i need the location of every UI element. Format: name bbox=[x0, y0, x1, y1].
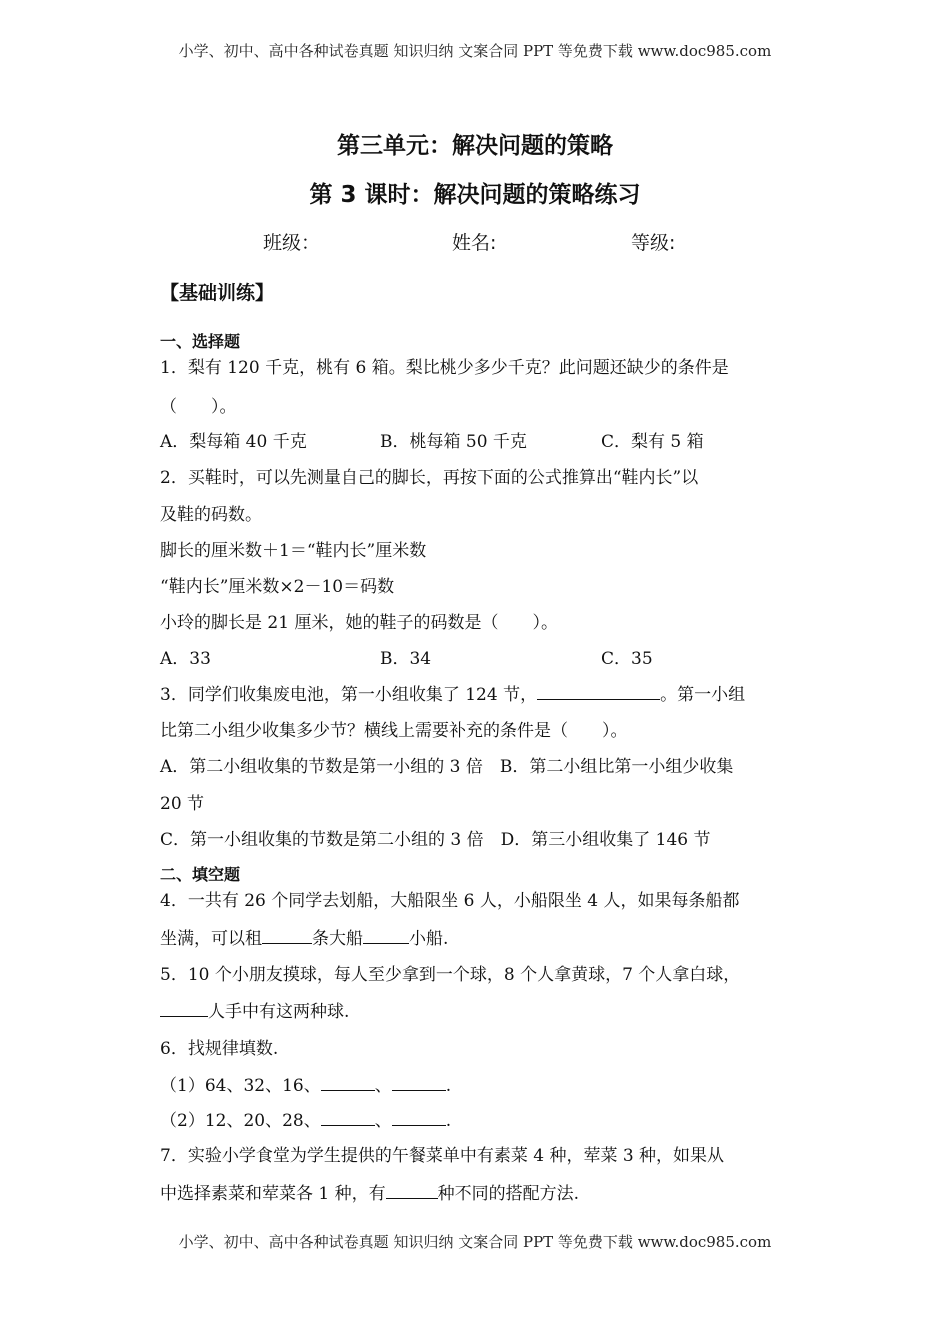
q7-line2-a: 中选择素菜和荤菜各 1 种，有 bbox=[160, 1184, 386, 1204]
q4-blank-big-boats[interactable] bbox=[262, 926, 312, 944]
page-header: 小学、初中、高中各种试卷真题 知识归纳 文案合同 PPT 等免费下载 www.doc985.com bbox=[178, 42, 772, 60]
q2-option-a: A．33 bbox=[160, 649, 211, 669]
q2-line1: 2．买鞋时，可以先测量自己的脚长，再按下面的公式推算出“鞋内长”以 bbox=[160, 468, 699, 488]
q4-line1: 4．一共有 26 个同学去划船，大船限坐 6 人，小船限坐 4 人，如果每条船都 bbox=[160, 891, 740, 911]
q6-sub2-text: （2）12、20、28、 bbox=[160, 1111, 321, 1131]
q6-sub1-text: （1）64、32、16、 bbox=[160, 1076, 321, 1096]
q4-line2-c: 小船. bbox=[409, 929, 449, 949]
q6-sub1 bbox=[160, 1071, 451, 1096]
q3-line2: 比第二小组少收集多少节？横线上需要补充的条件是（ ）。 bbox=[160, 721, 628, 741]
q6-sub1-end: . bbox=[445, 1076, 452, 1096]
q2-option-b: B．34 bbox=[380, 649, 432, 669]
q6-sub1-blank1[interactable] bbox=[321, 1073, 375, 1091]
q7-line1: 7．实验小学食堂为学生提供的午餐菜单中有素菜 4 种，荤菜 3 种，如果从 bbox=[160, 1146, 725, 1166]
q3-line1 bbox=[160, 680, 745, 705]
q5-line2 bbox=[160, 997, 349, 1022]
q1-option-b: B．桃每箱 50 千克 bbox=[380, 432, 527, 452]
q5-blank[interactable] bbox=[160, 999, 208, 1017]
basic-training-heading: 【基础训练】 bbox=[160, 282, 275, 304]
class-label: 班级： bbox=[263, 232, 321, 254]
q2-line2: 及鞋的码数。 bbox=[160, 505, 262, 525]
q6-sub2-end: . bbox=[445, 1111, 452, 1131]
q5-line1: 5．10 个小朋友摸球，每人至少拿到一个球，8 个人拿黄球，7 个人拿白球， bbox=[160, 965, 741, 985]
q4-line2-a: 坐满，可以租 bbox=[160, 929, 262, 949]
name-label: 姓名: bbox=[452, 232, 497, 254]
q3-line1-post: 。第一小组 bbox=[660, 685, 746, 705]
q7-line2 bbox=[160, 1179, 579, 1204]
q2-formula1: 脚长的厘米数＋1＝“鞋内长”厘米数 bbox=[160, 541, 427, 561]
q6-sub2-blank1[interactable] bbox=[321, 1108, 375, 1126]
q3-line1-pre: 3．同学们收集废电池，第一小组收集了 124 节， bbox=[160, 685, 538, 705]
q7-blank[interactable] bbox=[386, 1181, 438, 1199]
q6-line1: 6．找规律填数. bbox=[160, 1039, 279, 1059]
lesson-title: 第 3 课时：解决问题的策略练习 bbox=[309, 182, 641, 208]
q3-blank[interactable] bbox=[537, 682, 660, 700]
choice-section-heading: 一、选择题 bbox=[160, 332, 241, 351]
q2-question: 小玲的脚长是 21 厘米，她的鞋子的码数是（ ）。 bbox=[160, 613, 558, 633]
page-footer: 小学、初中、高中各种试卷真题 知识归纳 文案合同 PPT 等免费下载 www.doc985.com bbox=[178, 1233, 772, 1251]
q2-option-c: C．35 bbox=[601, 649, 653, 669]
q3-option-ab: A．第二小组收集的节数是第一小组的 3 倍 B．第二小组比第一小组少收集 bbox=[160, 757, 734, 777]
q6-sub1-sep: 、 bbox=[374, 1076, 392, 1096]
q1-line1: 1．梨有 120 千克，桃有 6 箱。梨比桃少多少千克？此问题还缺少的条件是 bbox=[160, 358, 729, 378]
q7-line2-b: 种不同的搭配方法. bbox=[437, 1184, 580, 1204]
q4-blank-small-boats[interactable] bbox=[363, 926, 409, 944]
q1-option-c: C．梨有 5 箱 bbox=[601, 432, 704, 452]
grade-label: 等级: bbox=[631, 232, 676, 254]
fill-section-heading: 二、填空题 bbox=[160, 865, 241, 884]
q2-formula2: “鞋内长”厘米数×2－10＝码数 bbox=[160, 577, 395, 597]
q3-option-cd: C．第一小组收集的节数是第二小组的 3 倍 D．第三小组收集了 146 节 bbox=[160, 830, 711, 850]
unit-title: 第三单元：解决问题的策略 bbox=[337, 133, 613, 159]
q6-sub2 bbox=[160, 1106, 451, 1131]
q1-line2: （ ）。 bbox=[160, 397, 237, 417]
q4-line2 bbox=[160, 924, 448, 949]
q4-line2-b: 条大船 bbox=[312, 929, 363, 949]
q6-sub2-sep: 、 bbox=[374, 1111, 392, 1131]
q3-option-b-cont: 20 节 bbox=[160, 794, 205, 814]
q5-line2-text: 人手中有这两种球. bbox=[208, 1002, 350, 1022]
q1-option-a: A．梨每箱 40 千克 bbox=[160, 432, 307, 452]
q6-sub1-blank2[interactable] bbox=[392, 1073, 446, 1091]
q6-sub2-blank2[interactable] bbox=[392, 1108, 446, 1126]
